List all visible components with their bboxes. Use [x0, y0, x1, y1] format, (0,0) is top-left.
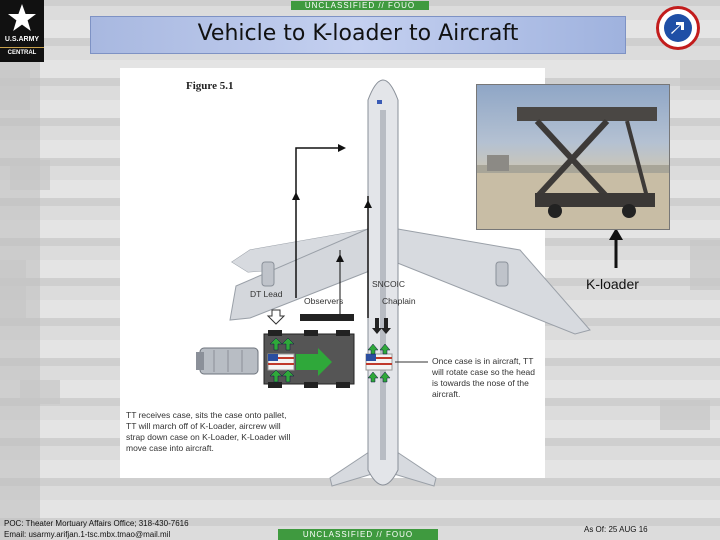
note-left: TT receives case, sits the case onto pallet, TT will march off of K-Loader, aircrew will strap down case on K-Loader, K-Loader will move case into aircraft. [126, 410, 291, 453]
kloader-photo-drawing [477, 85, 669, 229]
kloader-photo [476, 84, 670, 230]
left-engine [262, 262, 274, 286]
path-arrow-right [338, 144, 346, 152]
sncoic-label: SNCOIC [372, 279, 406, 289]
observers-bar [300, 314, 354, 321]
chaplain-label: Chaplain [382, 296, 416, 306]
right-stabilizer [394, 450, 436, 486]
kloader-caption: K-loader [586, 276, 639, 292]
right-wing [392, 228, 590, 334]
observers-label: Observers [304, 296, 344, 306]
note-right: Once case is in aircraft, TT will rotate case so the head is towards the nose of the aircraft. [432, 356, 536, 399]
classification-banner-bottom: UNCLASSIFIED // FOUO [278, 529, 438, 540]
page-title: Vehicle to K-loader to Aircraft [197, 21, 519, 46]
dt-lead-arrow [268, 310, 284, 324]
path-arrow-up [292, 192, 300, 200]
logo-text-central: CENTRAL [0, 47, 44, 56]
footer-poc [4, 518, 189, 540]
email-text: Email: usarmy.arifjan.1-tsc.mbx.tmao@mail.mil [4, 530, 171, 539]
logo-text-army: U.S.ARMY [4, 36, 40, 43]
left-stabilizer [330, 450, 372, 486]
classification-text: UNCLASSIFIED // FOUO [291, 1, 429, 10]
figure-label: Figure 5.1 [186, 80, 234, 92]
as-of-date: As Of: 25 AUG 16 [584, 525, 648, 534]
poc-text: POC: Theater Mortuary Affairs Office; 318-430-7616 [4, 519, 189, 528]
right-engine [496, 262, 508, 286]
cockpit-mark [377, 100, 382, 104]
dt-lead-label: DT Lead [250, 289, 283, 299]
vehicle [200, 348, 258, 374]
